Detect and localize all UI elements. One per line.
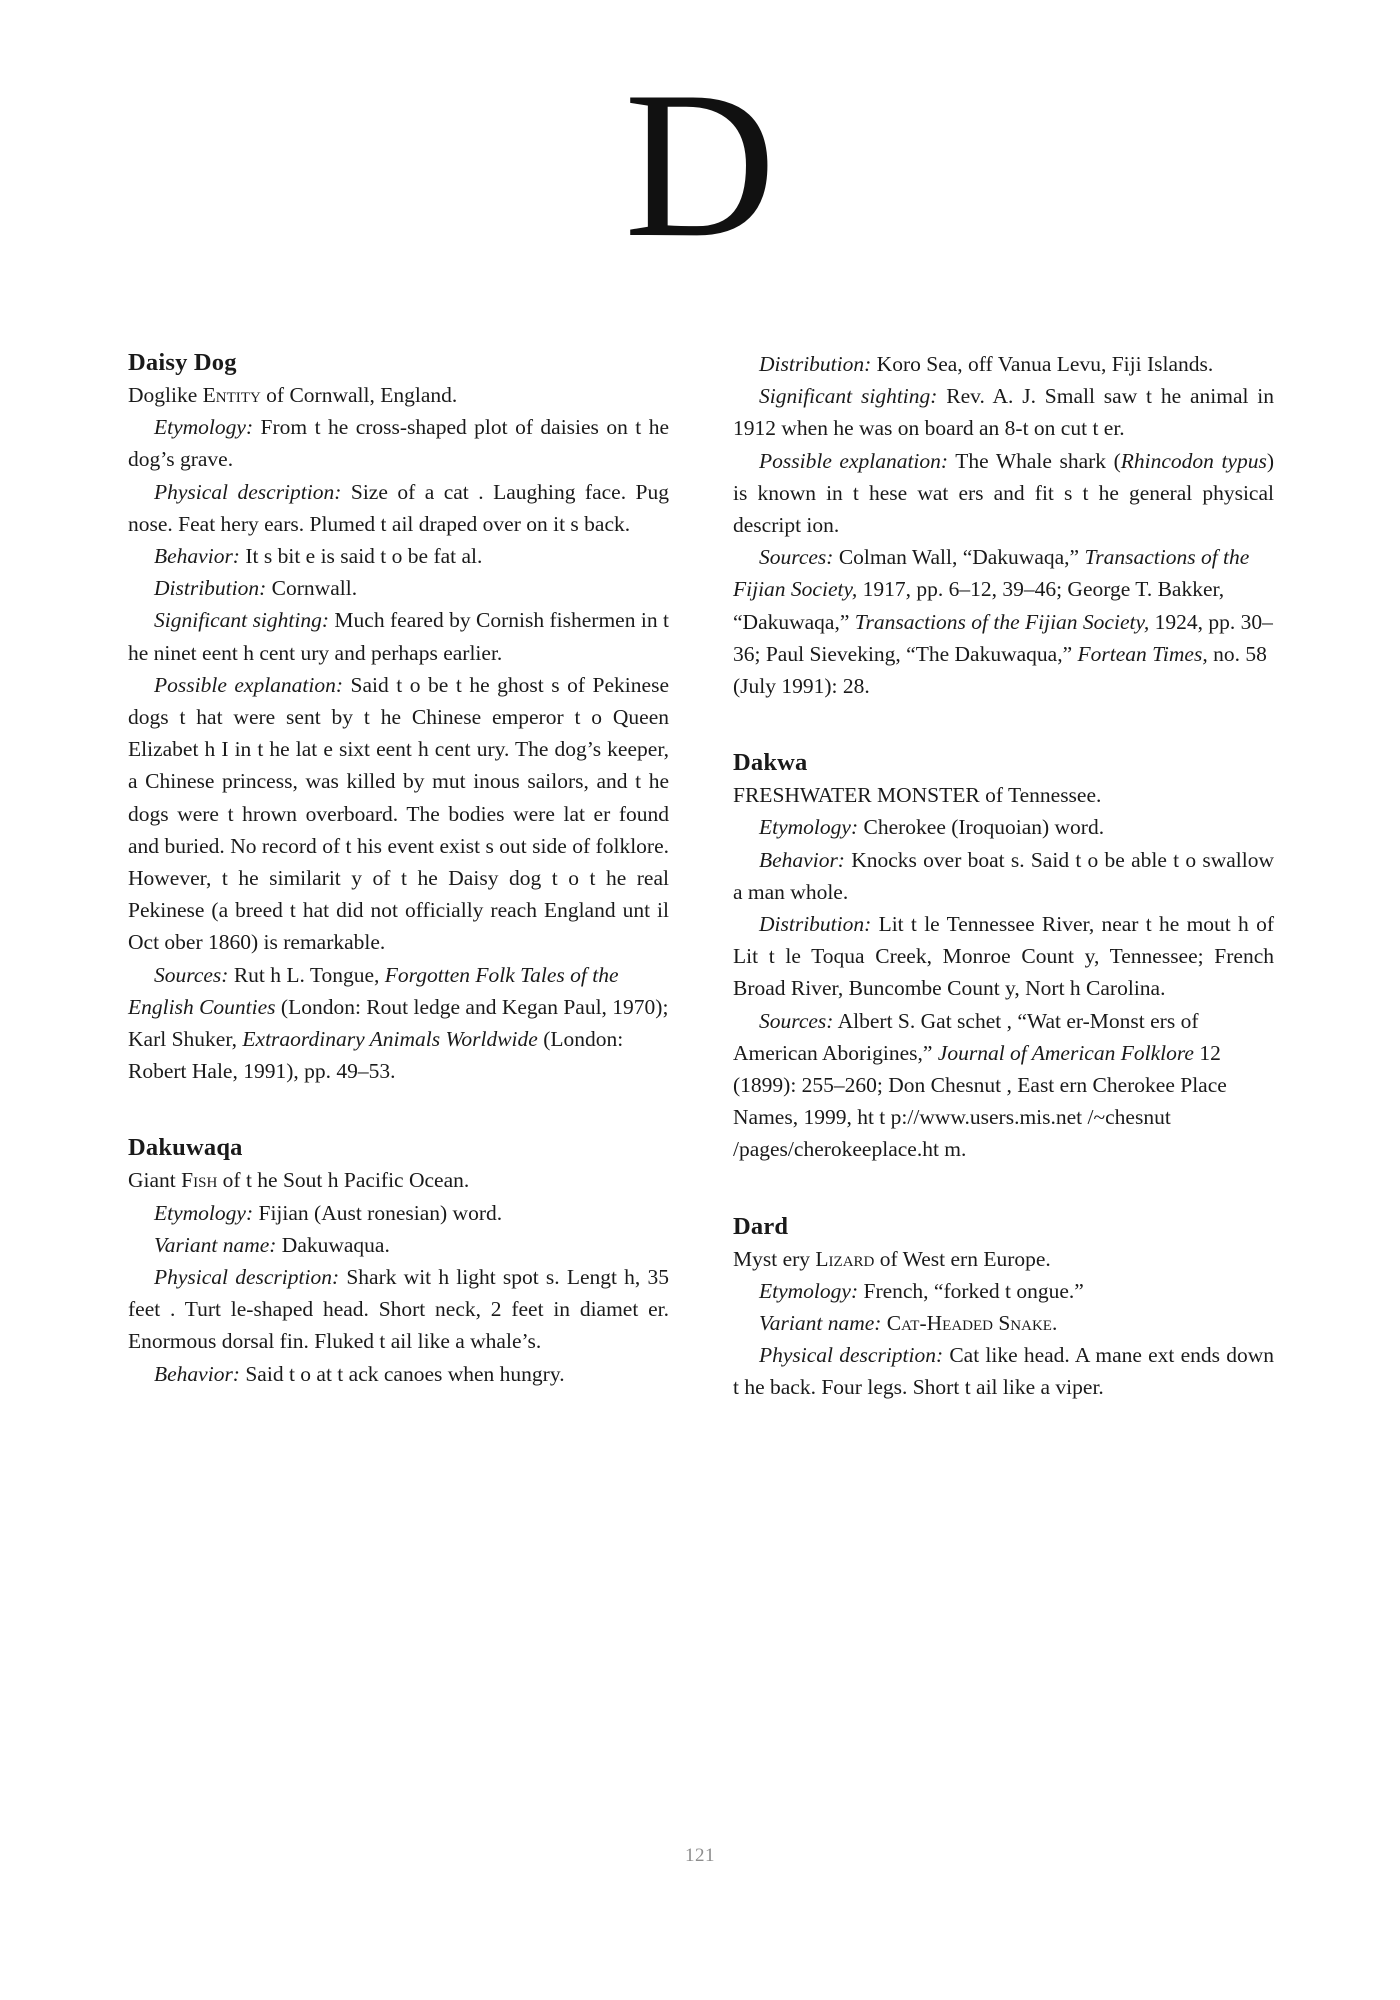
field-value: Dakuwaqua. [276, 1232, 390, 1257]
field-value: Much feared by Cornish fishermen in t he ninet eent h cent ury and perhaps earlier. [128, 608, 669, 665]
field-value: Cornwall. [266, 576, 358, 601]
entry-dakuwaqa-continued [733, 348, 1274, 702]
field-value: Fijian (Aust ronesian) word. [253, 1200, 503, 1225]
source-seg: (London: Robert Hale, 1991), pp. 49–53. [128, 1027, 624, 1084]
field-distribution [733, 908, 1274, 1005]
field-variant-name [128, 1229, 669, 1261]
field-significant-sighting [128, 604, 669, 668]
column-left [128, 348, 669, 1788]
field-physical-description [733, 1339, 1274, 1403]
expl-seg: The Whale shark ( [948, 448, 1121, 473]
source-title: Fortean Times, [1077, 641, 1208, 666]
field-etymology [733, 1275, 1274, 1307]
lead-suffix: of Tennessee. [979, 783, 1102, 808]
source-seg: 1924, pp. 30–36; Paul Sieveking, “The Dakuwaqua,” [733, 609, 1273, 666]
field-etymology [128, 411, 669, 475]
field-label: Sources: [759, 545, 834, 570]
expl-seg: ) is known in t hese wat ers and fit s t he general physical descript ion. [733, 448, 1274, 538]
cross-reference-cat-headed-snake: Cat-Headed Snake. [881, 1311, 1058, 1336]
entry-lead [733, 779, 1274, 811]
cross-reference-entity: Entity [202, 383, 261, 407]
lead-prefix: Myst ery [733, 1246, 816, 1271]
cross-reference-fish: Fish [181, 1168, 218, 1193]
lead-prefix: F [733, 783, 745, 808]
field-value: Lit t le Tennessee River, near t he mout h of Lit t le Toqua Creek, Monroe Count y, Tennessee; French Broad River, Buncombe Count y, Nort h Carolina. [733, 912, 1274, 1001]
page-number: 121 [685, 1845, 715, 1866]
field-variant-name [733, 1307, 1274, 1339]
field-distribution [128, 572, 669, 604]
entry-daisy-dog [128, 348, 669, 1087]
field-sources [733, 541, 1274, 702]
field-label: Etymology: [759, 1278, 859, 1303]
field-label: Behavior: [759, 847, 845, 872]
field-value: Koro Sea, off Vanua Levu, Fiji Islands. [871, 352, 1214, 376]
field-value: Said t o at t ack canoes when hungry. [239, 1361, 565, 1386]
section-letter-heading: D [624, 49, 776, 281]
source-title: Journal of American Folklore [937, 1040, 1194, 1065]
entry-lead [733, 1243, 1274, 1275]
field-behavior [128, 540, 669, 572]
entry-lead [128, 1164, 669, 1196]
field-sources [128, 959, 669, 1088]
field-label: Sources: [759, 1008, 834, 1033]
entry-title: Daisy Dog [128, 349, 237, 376]
field-label: Distribution: [154, 576, 267, 601]
field-etymology [128, 1197, 669, 1229]
field-value: Shark wit h light spot s. Lengt h, 35 feet . Turt le-shaped head. Short neck, 2 feet in diamet er. Enormous dorsal fin. Fluked t ail like a whale’s. [128, 1265, 669, 1354]
field-label: Physical description: [154, 479, 342, 504]
entry-lead [128, 379, 669, 411]
lead-prefix: Doglike [128, 383, 203, 407]
column-right [733, 348, 1274, 1788]
field-physical-description [128, 1261, 669, 1358]
field-label: Physical description: [759, 1343, 944, 1368]
field-label: Etymology: [154, 415, 254, 440]
source-seg: 1917, pp. 6–12, 39–46; George T. Bakker, “Dakuwaqa,” [733, 577, 1225, 634]
lead-prefix: Giant [128, 1168, 182, 1193]
field-etymology [733, 811, 1274, 843]
cross-reference-lizard: Lizard [815, 1246, 875, 1271]
lead-suffix: of West ern Europe. [874, 1246, 1051, 1271]
field-value: Knocks over boat s. Said t o be able t o swallow a man whole. [733, 847, 1274, 904]
entry-dakwa [733, 748, 1274, 1165]
entry-title: Dakuwaqa [128, 1134, 243, 1162]
source-title: Transactions of the Fijian Society, [733, 545, 1250, 602]
entry-title: Dakwa [733, 749, 808, 777]
field-behavior [128, 1358, 669, 1390]
field-label: Possible explanation: [759, 448, 949, 473]
field-label: Physical description: [154, 1265, 340, 1290]
field-label: Significant sighting: [759, 384, 938, 409]
source-seg: 12 (1899): 255–260; Don Chesnut , East ern Cherokee Place Names, 1999, ht t p://www.users.mis.net /~chesnut /pages/cherokeeplace.ht m. [733, 1040, 1227, 1162]
field-possible-explanation [733, 445, 1274, 542]
entry-title: Dard [733, 1212, 789, 1240]
field-label: Behavior: [154, 544, 240, 569]
field-value: French, “forked t ongue.” [858, 1278, 1084, 1303]
entry-dard [733, 1212, 1274, 1404]
field-label: Possible explanation: [154, 672, 344, 697]
field-label: Distribution: [759, 912, 872, 937]
field-label: Significant sighting: [154, 608, 330, 633]
field-value: Cherokee (Iroquoian) word. [858, 815, 1105, 840]
lead-suffix: of Cornwall, England. [260, 383, 458, 407]
entry-dakuwaqa [128, 1133, 669, 1389]
two-column-body [128, 348, 1274, 1788]
field-possible-explanation [128, 669, 669, 959]
source-title: Extraordinary Animals Worldwide [242, 1027, 538, 1052]
field-value: Size of a cat . Laughing face. Pug nose. Feat hery ears. Plumed t ail draped over on it s back. [128, 479, 670, 536]
field-value: It s bit e is said t o be fat al. [239, 544, 483, 569]
source-seg: Albert S. Gat schet , “Wat er-Monst ers of American Aborigines,” [733, 1008, 1199, 1065]
field-label: Sources: [154, 962, 229, 987]
field-label: Behavior: [154, 1361, 240, 1386]
field-label: Etymology: [759, 815, 859, 840]
lead-suffix: of t he Sout h Pacific Ocean. [217, 1168, 470, 1193]
field-physical-description [128, 476, 669, 540]
field-value: From t he cross-shaped plot of daisies on t he dog’s grave. [128, 415, 669, 472]
field-label: Distribution: [759, 352, 872, 376]
source-seg: Colman Wall, “Dakuwaqa,” [833, 545, 1085, 570]
field-value: Cat like head. A mane ext ends down t he back. Four legs. Short t ail like a viper. [733, 1343, 1274, 1400]
source-seg: (London: Rout ledge and Kegan Paul, 1970); Karl Shuker, [128, 994, 669, 1052]
source-title: Forgotten Folk Tales of the English Counties [128, 962, 619, 1019]
source-seg: no. 58 (July 1991): 28. [733, 641, 1267, 699]
field-label: Variant name: [154, 1232, 277, 1257]
cross-reference-freshwater-monster: RESHWATER MONSTER [744, 783, 980, 808]
field-significant-sighting [733, 380, 1274, 444]
field-behavior [733, 844, 1274, 908]
source-title: Transactions of the Fijian Society, [854, 609, 1150, 634]
field-label: Etymology: [154, 1200, 254, 1225]
source-seg: Rut h L. Tongue, [228, 962, 385, 987]
field-sources [733, 1005, 1274, 1166]
field-value: Rev. A. J. Small saw t he animal in 1912 when he was on board an 8-t on cut t er. [733, 384, 1275, 441]
field-value: Said t o be t he ghost s of Pekinese dogs t hat were sent by t he Chinese emperor t o Queen Elizabet h I in t he lat e sixt eent h cent ury. The dog’s keeper, a Chinese princess, was killed by mut inous sailors, and t he dogs were t hrown overboard. The bodies were lat er found and buried. No record of t his event exist s out side of folklore. However, t he similarit y of t he Daisy dog t o t he real Pekinese (a breed t hat did not officially reach England unt il Oct ober 1860) is remarkable. [128, 672, 669, 955]
species-name: Rhincodon typus [1120, 448, 1267, 473]
field-distribution [733, 348, 1274, 380]
field-label: Variant name: [759, 1311, 882, 1336]
